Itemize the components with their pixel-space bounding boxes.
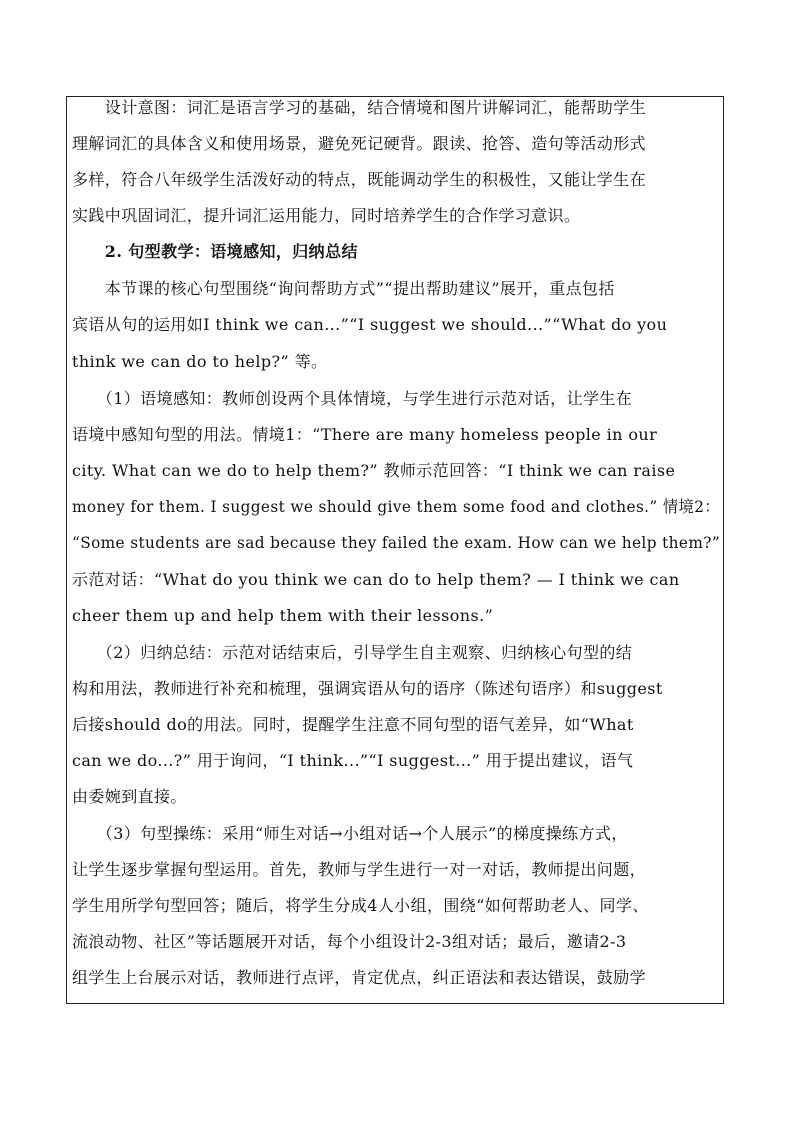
paragraph-line: 宾语从句的运用如I think we can...”“I suggest we should...”“What do you xyxy=(72,315,668,334)
paragraph-line: 学生用所学句型回答；随后，将学生分成4人小组，围绕“如何帮助老人、同学、 xyxy=(72,896,649,915)
paragraph-line: 实践中巩固词汇，提升词汇运用能力，同时培养学生的合作学习意识。 xyxy=(72,206,581,225)
paragraph-line: 流浪动物、社区”等话题展开对话，每个小组设计2-3组对话；最后，邀请2-3 xyxy=(72,932,627,951)
paragraph-line: city. What can we do to help them?” 教师示范回答：“I think we can raise xyxy=(72,461,676,480)
paragraph-line: （2）归纳总结：示范对话结束后，引导学生自主观察、归纳核心句型的结 xyxy=(72,643,633,662)
paragraph-line: （1）语境感知：教师创设两个具体情境，与学生进行示范对话，让学生在 xyxy=(72,389,633,408)
paragraph-line: think we can do to help?” 等。 xyxy=(72,352,328,371)
paragraph-line: 多样，符合八年级学生活泼好动的特点，既能调动学生的积极性，又能让学生在 xyxy=(72,170,647,189)
paragraph-line: 示范对话：“What do you think we can do to help them? — I think we can xyxy=(72,570,680,589)
paragraph-line: cheer them up and help them with their lessons.” xyxy=(72,606,494,625)
paragraph-line: 后接should do的用法。同时，提醒学生注意不同句型的语气差异，如“What xyxy=(72,715,634,734)
section-heading: 2. 句型教学：语境感知，归纳总结 xyxy=(72,242,358,261)
paragraph-line: 本节课的核心句型围绕“询问帮助方式”“提出帮助建议”展开，重点包括 xyxy=(72,279,615,298)
paragraph-line: 构和用法，教师进行补充和梳理，强调宾语从句的语序（陈述句语序）和suggest xyxy=(72,679,663,698)
paragraph-line: money for them. I suggest we should give them some food and clothes.” 情境2： xyxy=(72,497,720,516)
paragraph-line: can we do...?” 用于询问，“I think...”“I suggest...” 用于提出建议，语气 xyxy=(72,751,634,770)
paragraph-line: 设计意图：词汇是语言学习的基础，结合情境和图片讲解词汇，能帮助学生 xyxy=(72,98,647,117)
paragraph-line: 理解词汇的具体含义和使用场景，避免死记硬背。跟读、抢答、造句等活动形式 xyxy=(72,134,647,153)
paragraph-line: 组学生上台展示对话，教师进行点评，肯定优点，纠正语法和表达错误，鼓励学 xyxy=(72,968,647,987)
paragraph-line: 语境中感知句型的用法。情境1：“There are many homeless people in our xyxy=(72,425,658,444)
paragraph-line: 由委婉到直接。 xyxy=(72,787,187,806)
paragraph-line: “Some students are sad because they failed the exam. How can we help them?” xyxy=(72,533,721,552)
paragraph-line: （3）句型操练：采用“师生对话→小组对话→个人展示”的梯度操练方式， xyxy=(72,824,628,843)
paragraph-line: 让学生逐步掌握句型运用。首先，教师与学生进行一对一对话，教师提出问题， xyxy=(72,860,647,879)
